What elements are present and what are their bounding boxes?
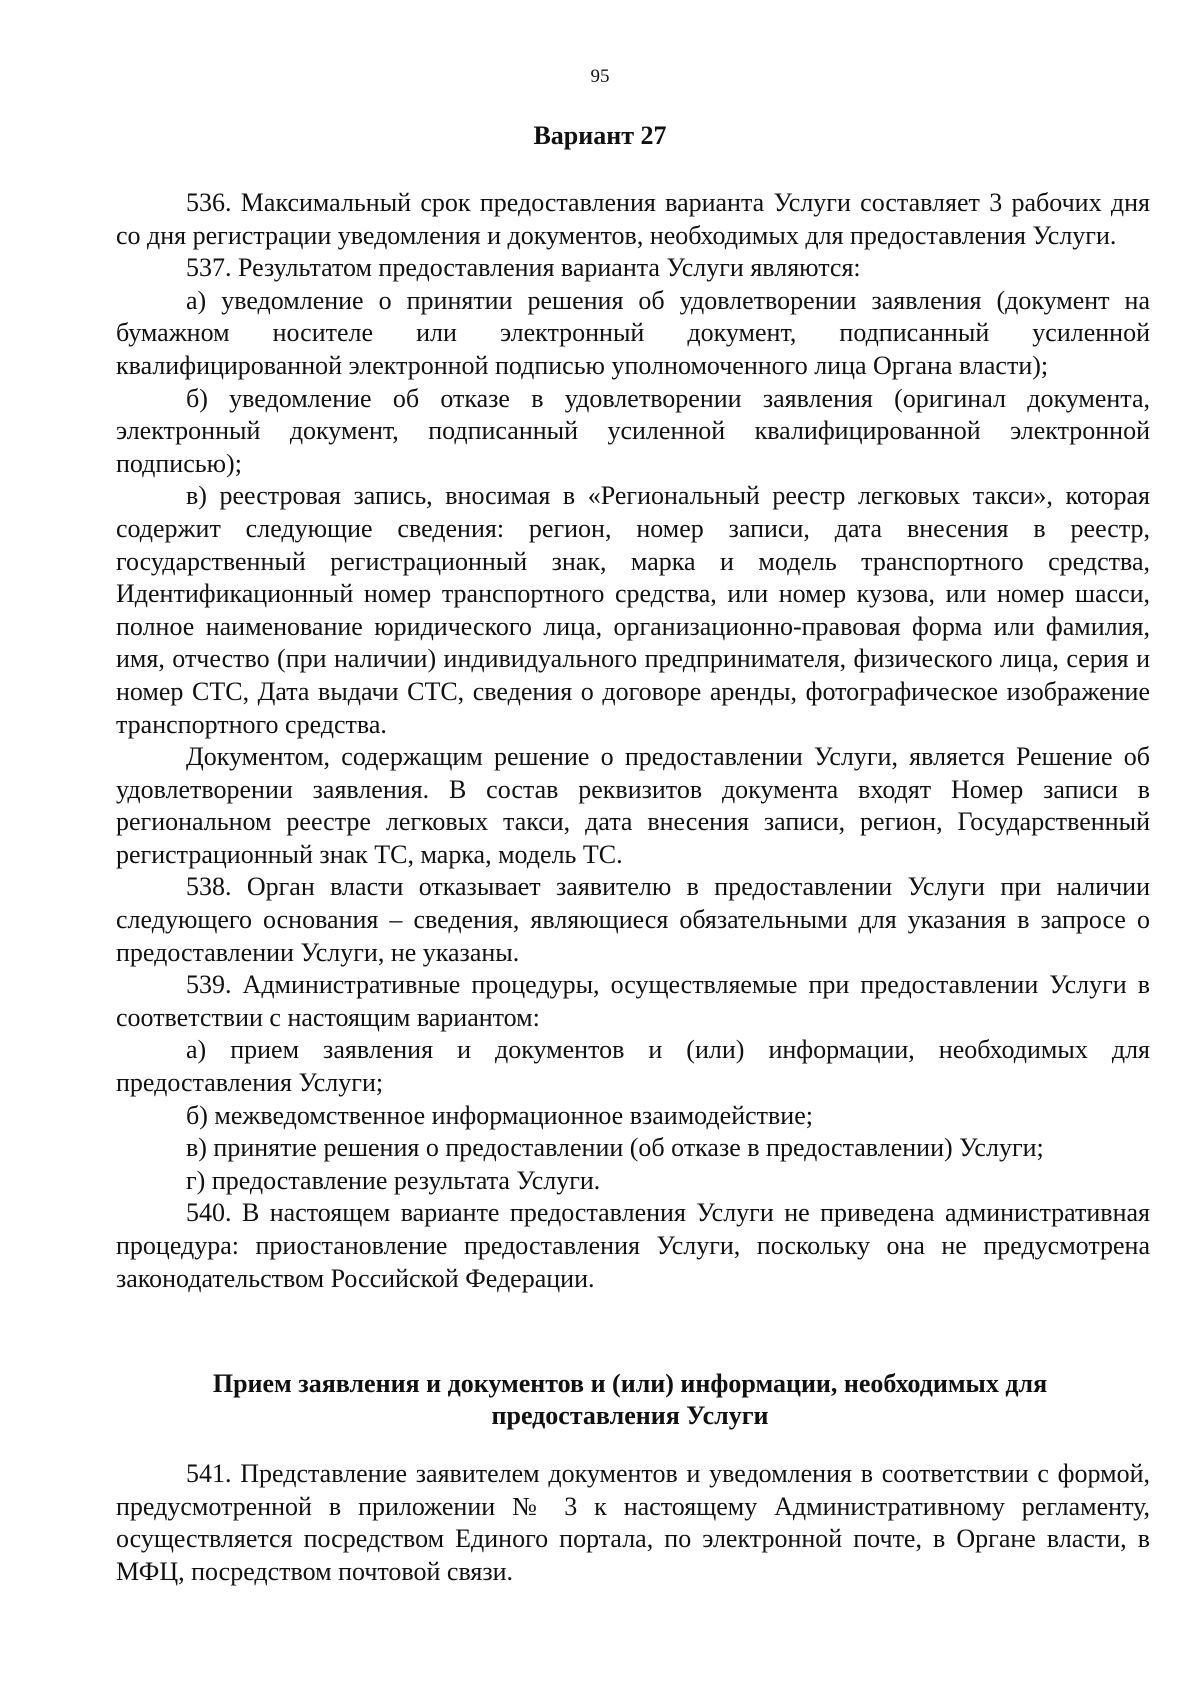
paragraph-538: 538. Орган власти отказывает заявителю в предоставлении Услуги при наличии следующего основания – сведения, являющиеся обязательными для указания в запросе о предоставлении Услуги, не указаны. xyxy=(116,872,1150,967)
paragraph-537: 537. Результатом предоставления варианта Услуги являются: xyxy=(186,253,861,283)
paragraph-537-v: в) реестровая запись, вносимая в «Региональный реестр легковых такси», которая содержит следующие сведения: регион, номер записи, дата внесения в реестр, государственный регистрационный знак, марка и модель транспортного средства, Идентификационный номер транспортного средства, или номер кузова, или номер шасси, полное наименование юридического лица, организационно-правовая форма или фамилия, имя, отчество (при наличии) индивидуального предпринимателя, физического лица, серия и номер СТС, Дата выдачи СТС, сведения о договоре аренды, фотографическое изображение транспортного средства. xyxy=(116,481,1150,739)
paragraph-541: 541. Представление заявителем документов и уведомления в соответствии с формой, предусмотренной в приложении № 3 к настоящему Административному регламенту, осуществляется посредством Единого портала, по электронной почте, в Органе власти, в МФЦ, посредством почтовой связи. xyxy=(116,1459,1150,1586)
paragraph-539: 539. Административные процедуры, осуществляемые при предоставлении Услуги в соответствии с настоящим вариантом: xyxy=(116,970,1150,1032)
section-heading: Прием заявления и документов и (или) информации, необходимых для предоставления Услуги xyxy=(212,1369,1048,1430)
paragraph-536: 536. Максимальный срок предоставления варианта Услуги составляет 3 рабочих дня со дня регистрации уведомления и документов, необходимых для предоставления Услуги. xyxy=(116,188,1150,250)
paragraph-539-a: а) прием заявления и документов и (или) информации, необходимых для предоставления Услуги; xyxy=(116,1035,1150,1098)
paragraph-537-b: б) уведомление об отказе в удовлетворении заявления (оригинал документа, электронный документ, подписанный усиленной квалифицированной электронной подписью); xyxy=(116,383,1150,478)
paragraph-540: 540. В настоящем варианте предоставления Услуги не приведена административная процедура: приостановление предоставления Услуги, поскольку она не предусмотрена законодательством Российской Федерации. xyxy=(116,1198,1150,1293)
paragraph-537-a: а) уведомление о принятии решения об удовлетворении заявления (документ на бумажном носителе или электронный документ, подписанный усиленной квалифицированной электронной подписью уполномоченного лица Органа власти); xyxy=(116,285,1150,380)
section-text-block xyxy=(116,1458,1150,1588)
page-number: 95 xyxy=(590,66,610,87)
main-text-block xyxy=(116,187,1150,1295)
paragraph-539-v: в) принятие решения о предоставлении (об отказе в предоставлении) Услуги; xyxy=(186,1133,1044,1163)
paragraph-539-g: г) предоставление результата Услуги. xyxy=(186,1165,601,1195)
paragraph-decision-document: Документом, содержащим решение о предоставлении Услуги, является Решение об удовлетворении заявления. В состав реквизитов документа входят Номер записи в региональном реестре легковых такси, дата внесения записи, регион, Государственный регистрационный знак ТС, марка, модель ТС. xyxy=(116,742,1150,869)
variant-heading: Вариант 27 xyxy=(533,121,667,150)
paragraph-539-b: б) межведомственное информационное взаимодействие; xyxy=(186,1100,813,1130)
